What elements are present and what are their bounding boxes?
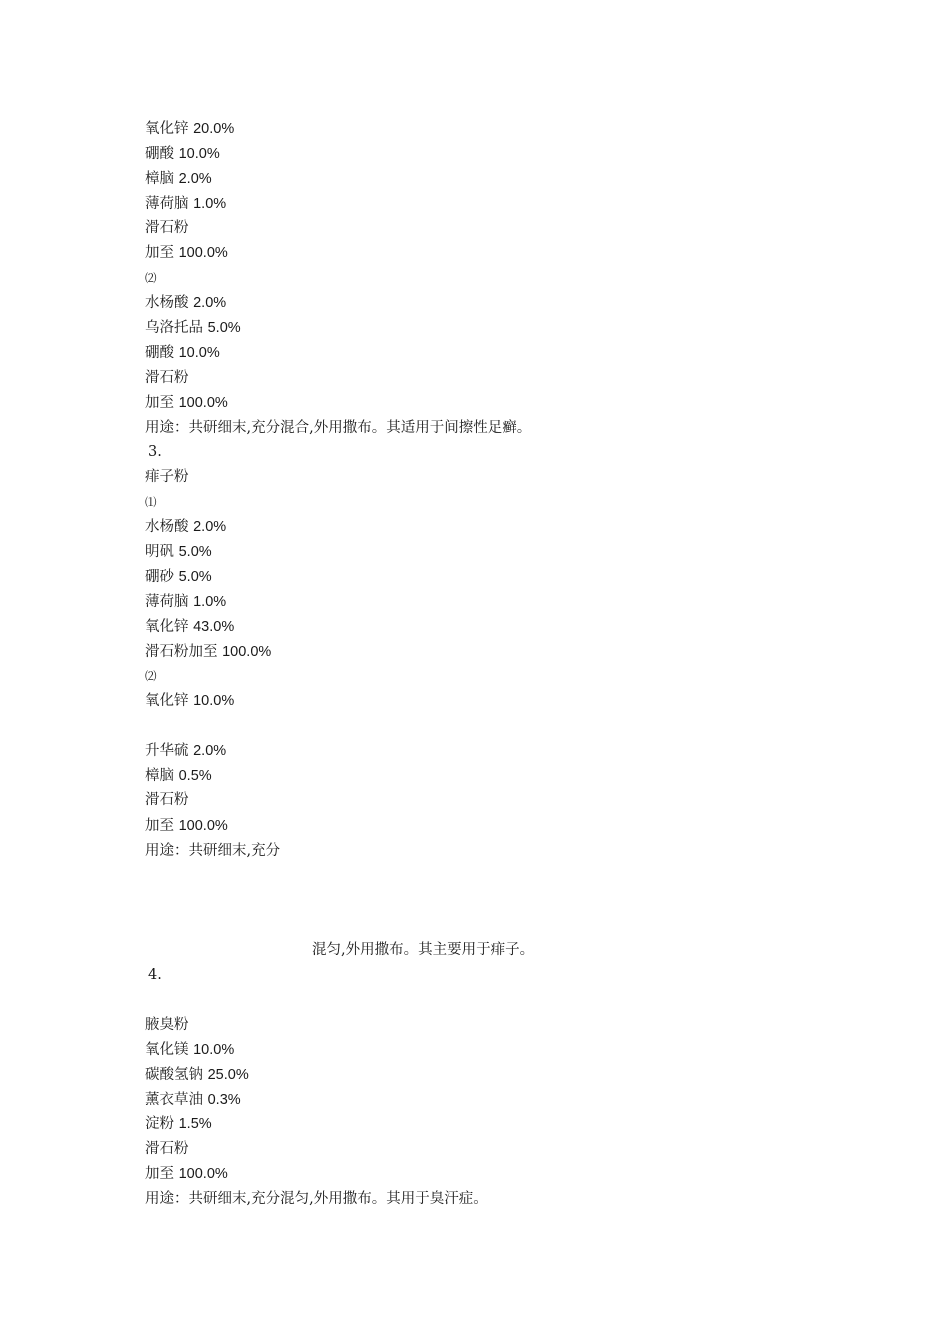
item-marker: ⑴ bbox=[145, 495, 157, 509]
text-line: 滑石粉 bbox=[145, 220, 189, 236]
text-line: 加至 100.0% bbox=[145, 818, 228, 834]
text-line: 淀粉 1.5% bbox=[145, 1116, 212, 1132]
text-line: 氧化锌 20.0% bbox=[145, 121, 235, 137]
section-number: 3. bbox=[148, 444, 162, 460]
text-line: 氧化锌 43.0% bbox=[145, 619, 235, 635]
text-line: 薰衣草油 0.3% bbox=[145, 1092, 241, 1108]
text-line: 樟脑 0.5% bbox=[145, 768, 212, 784]
text-line: 水杨酸 2.0% bbox=[145, 295, 227, 311]
text-line: 硼酸 10.0% bbox=[145, 146, 220, 162]
text-line: 加至 100.0% bbox=[145, 1166, 228, 1182]
text-line: 升华硫 2.0% bbox=[145, 743, 227, 759]
text-line: 氧化镁 10.0% bbox=[145, 1042, 235, 1058]
text-line: 滑石粉 bbox=[145, 1141, 189, 1157]
text-line: 碳酸氢钠 25.0% bbox=[145, 1067, 249, 1083]
item-marker: ⑵ bbox=[145, 669, 157, 683]
text-line: 滑石粉 bbox=[145, 792, 189, 808]
section-title: 腋臭粉 bbox=[145, 1017, 189, 1033]
text-line: 滑石粉加至 100.0% bbox=[145, 644, 272, 660]
text-line: 水杨酸 2.0% bbox=[145, 519, 227, 535]
text-line: 薄荷脑 1.0% bbox=[145, 594, 227, 610]
usage-line: 用途：共研细末,充分混合,外用撒布。其适用于间擦性足癣。 bbox=[145, 420, 532, 436]
text-line: 乌洛托品 5.0% bbox=[145, 320, 241, 336]
text-line: 加至 100.0% bbox=[145, 395, 228, 411]
text-line: 加至 100.0% bbox=[145, 245, 228, 261]
text-line: 滑石粉 bbox=[145, 370, 189, 386]
usage-line: 用途：共研细末,充分混匀,外用撒布。其用于臭汗症。 bbox=[145, 1191, 488, 1207]
text-line: 硼砂 5.0% bbox=[145, 569, 212, 585]
text-line: 薄荷脑 1.0% bbox=[145, 196, 227, 212]
text-line: 明矾 5.0% bbox=[145, 544, 212, 560]
item-marker: ⑵ bbox=[145, 271, 157, 285]
text-line: 氧化锌 10.0% bbox=[145, 693, 235, 709]
section-title: 痱子粉 bbox=[145, 469, 189, 485]
usage-line: 用途：共研细末,充分 bbox=[145, 843, 281, 859]
usage-line-continued: 混匀,外用撒布。其主要用于痱子。 bbox=[312, 942, 535, 958]
text-line: 硼酸 10.0% bbox=[145, 345, 220, 361]
text-line: 樟脑 2.0% bbox=[145, 171, 212, 187]
section-number: 4. bbox=[148, 967, 162, 983]
